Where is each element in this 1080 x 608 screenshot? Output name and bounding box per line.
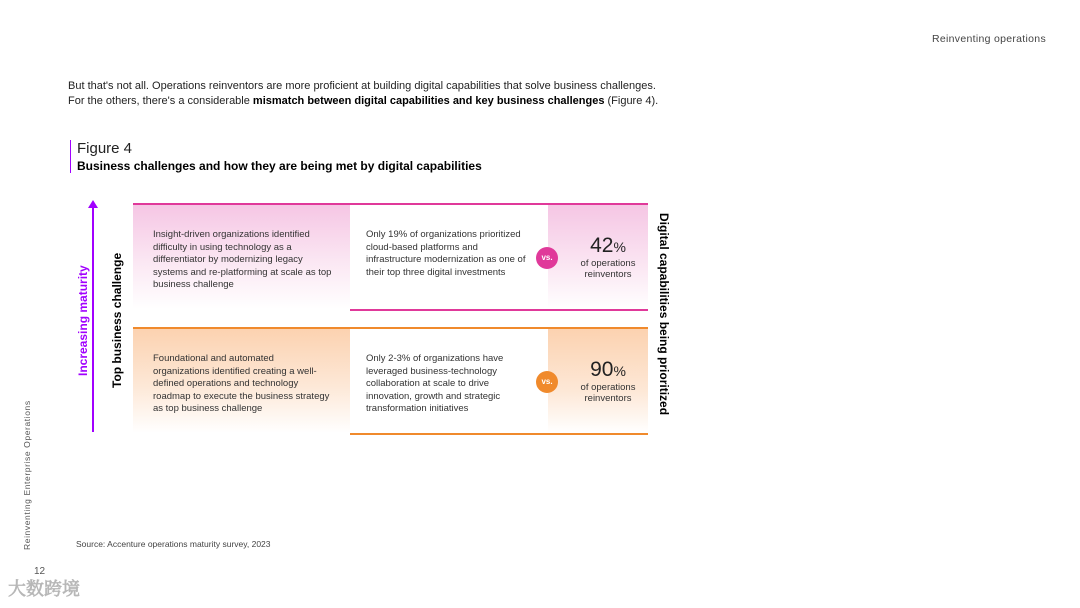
stat-value: [568, 359, 648, 382]
intro-line-2-bold: mismatch between digital capabilities and key business challenges: [252, 95, 605, 107]
stat-number: 90: [590, 358, 614, 381]
maturity-arrow-up-icon: [88, 200, 98, 208]
stat-label: of operations reinventors: [580, 382, 636, 404]
axis-label-challenge: Top business challenge: [110, 252, 124, 388]
figure-heading: [70, 140, 482, 173]
page-number: 12: [34, 566, 46, 577]
vs-badge: vs.: [536, 247, 558, 269]
stat-unit: %: [613, 239, 626, 255]
capability-text: Only 19% of organizations prioritized cloud-based platforms and infrastructure modernization as one of their top three digital investments: [366, 229, 526, 278]
axis-label-maturity: Increasing maturity: [76, 265, 90, 376]
reinventor-stat: [568, 235, 648, 280]
vs-badge: vs.: [536, 371, 558, 393]
challenge-cell: [133, 203, 350, 309]
intro-line-2: [68, 94, 708, 109]
reinventor-cell: [541, 203, 648, 311]
challenge-text: Insight-driven organizations identified difficulty in using technology as a differentiator by modernizing legacy systems and re-platforming at scale as top business challenge: [153, 229, 332, 290]
stat-unit: %: [613, 363, 626, 379]
stat-label: of operations reinventors: [580, 258, 636, 280]
intro-line-2-pre: For the others, there's a considerable: [68, 95, 253, 107]
document-title-vertical: Reinventing Enterprise Operations: [22, 400, 32, 550]
axis-label-digital: Digital capabilities being prioritized: [657, 213, 671, 416]
section-header: Reinventing operations: [931, 33, 1046, 45]
figure-row-insight: [133, 203, 648, 307]
intro-line-2-post: (Figure 4).: [604, 95, 659, 107]
intro-paragraph: [68, 79, 708, 109]
capability-cell: [350, 203, 548, 311]
stat-number: 42: [590, 234, 614, 257]
reinventor-cell: [541, 327, 648, 435]
maturity-arrow-line: [92, 206, 94, 432]
figure-source: Source: Accenture operations maturity survey, 2023: [76, 539, 271, 549]
intro-line-1: But that's not all. Operations reinventors are more proficient at building digital capabilities that solve business challenges.: [68, 80, 656, 92]
watermark: 大数跨境: [8, 579, 80, 599]
reinventor-stat: [568, 359, 648, 404]
stat-value: [568, 235, 648, 258]
figure-title: Business challenges and how they are being met by digital capabilities: [77, 159, 482, 173]
capability-text: Only 2-3% of organizations have leveraged business-technology collaboration at scale to drive innovation, growth and strategic transformation initiatives: [366, 353, 504, 414]
capability-cell: [350, 327, 548, 435]
challenge-cell: [133, 327, 350, 433]
figure-number: Figure 4: [77, 140, 133, 157]
challenge-text: Foundational and automated organizations identified creating a well-defined operations and technology roadmap to execute the business strategy as top business challenge: [153, 353, 330, 414]
figure-row-foundational: [133, 327, 648, 431]
